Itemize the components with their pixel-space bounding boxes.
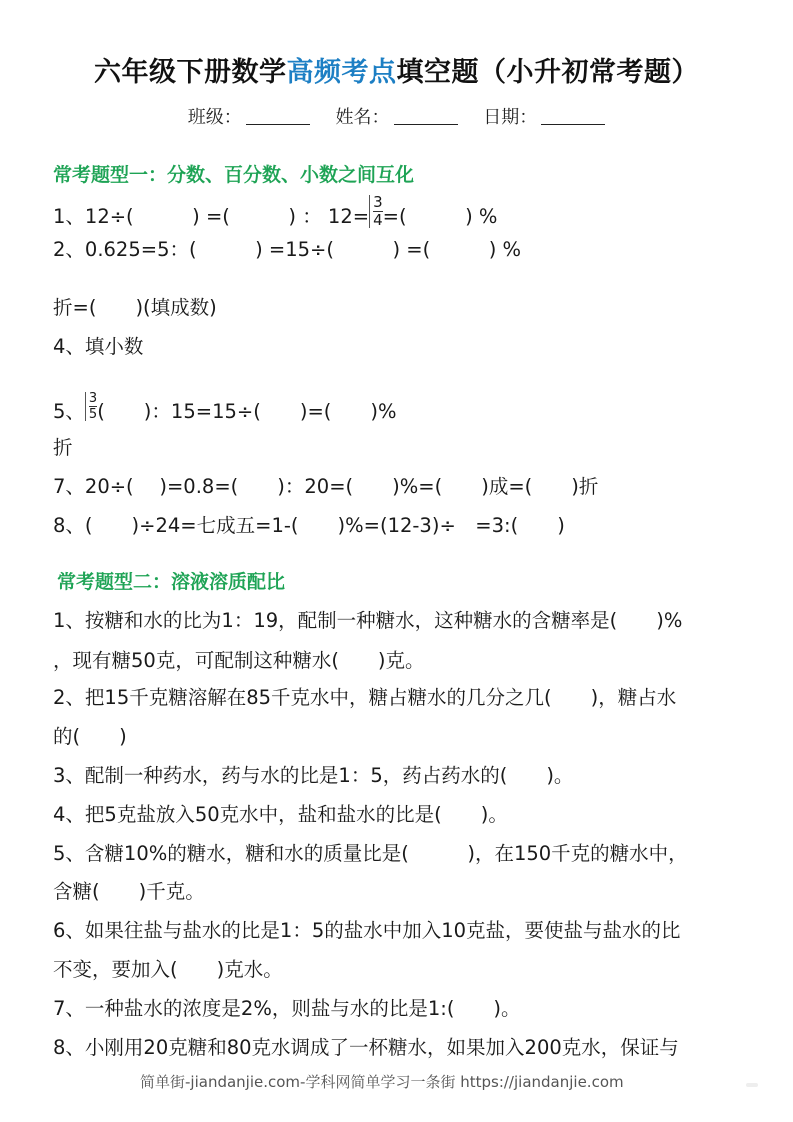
class-field	[188, 103, 310, 129]
question-2-6: 6、如果往盐与盐水的比是1：5的盐水中加入10克盐，要使盐与盐水的比	[53, 919, 681, 942]
footer-mark	[746, 1083, 758, 1087]
question-2-1-cont: ，现有糖50克，可配制这种糖水( )克。	[53, 649, 425, 672]
fraction-3-5: $\frac{3}{5}$	[85, 392, 97, 421]
question-2-5: 5、含糖10%的糖水，糖和水的质量比是( )，在150千克的糖水中，	[53, 842, 688, 865]
title-highlight: 高频考点	[286, 57, 397, 88]
date-field	[483, 103, 605, 129]
question-2-2-cont: 的( )	[53, 725, 127, 748]
question-1-8: 8、( )÷24=七成五=1-( )%=(12-3)÷ =3:( )	[53, 514, 565, 537]
question-1-1: 1、12÷( ) =( ) ： 12= $\frac{3}{4}$ =( ) %	[53, 193, 498, 229]
section-2-heading: 常考题型二：溶液溶质配比	[57, 571, 286, 593]
question-2-5-cont: 含糖( )千克。	[53, 880, 205, 903]
name-field	[336, 103, 458, 129]
student-info	[0, 103, 793, 129]
page-title	[0, 50, 793, 89]
date-blank[interactable]	[541, 107, 605, 125]
title-part-2: 填空题（小升初常考题）	[396, 57, 699, 88]
question-2-2: 2、把15千克糖溶解在85千克水中，糖占糖水的几分之几( )，糖占水	[53, 686, 677, 709]
question-2-1: 1、按糖和水的比为1：19，配制一种糖水，这种糖水的含糖率是( )%	[53, 609, 683, 632]
question-1-7: 7、20÷( )=0.8=( )：20=( )%=( )成=( )折	[53, 475, 599, 498]
question-1-5: 5、 $\frac{3}{5}$ ( )：15=15÷( )=( )%	[53, 391, 397, 423]
question-2-8: 8、小刚用20克糖和80克水调成了一杯糖水，如果加入200克水，保证与	[53, 1036, 679, 1059]
title-part-1: 六年级下册数学	[94, 57, 287, 88]
class-blank[interactable]	[246, 107, 310, 125]
question-1-2: 2、0.625=5：( ) =15÷( ) =( ) %	[53, 238, 522, 261]
name-label: 姓名：	[335, 107, 390, 128]
question-2-7: 7、一种盐水的浓度是2%，则盐与水的比是1:( )。	[53, 997, 521, 1020]
fraction-3-4: $\frac{3}{4}$	[369, 195, 383, 228]
footer-watermark: 简单街-jiandanjie.com-学科网简单学习一条街 https://jiandanjie.com	[140, 1073, 624, 1091]
name-blank[interactable]	[394, 107, 458, 125]
section-1-heading: 常考题型一：分数、百分数、小数之间互化	[53, 164, 415, 186]
question-2-4: 4、把5克盐放入50克水中，盐和盐水的比是( )。	[53, 803, 508, 826]
class-label: 班级：	[187, 107, 242, 128]
question-2-6-cont: 不变，要加入( )克水。	[53, 958, 283, 981]
date-label: 日期：	[483, 107, 538, 128]
question-1-3-cont: 折=( )(填成数)	[53, 296, 217, 319]
question-1-6-cont: 折	[53, 436, 73, 459]
question-1-4: 4、填小数	[53, 335, 144, 358]
question-2-3: 3、配制一种药水，药与水的比是1：5，药占药水的( )。	[53, 764, 574, 787]
